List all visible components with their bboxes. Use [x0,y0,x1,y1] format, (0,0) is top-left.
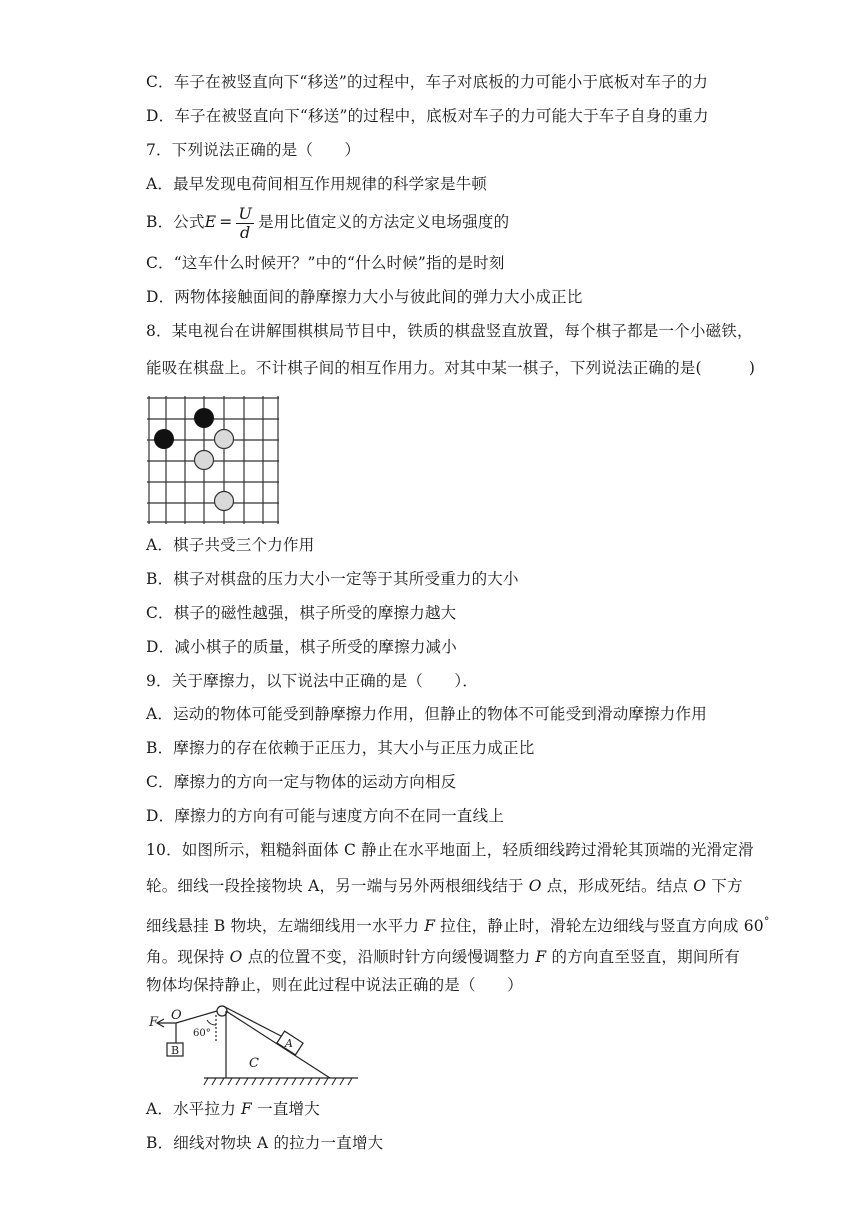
q10-l2-part1: 轮。细线一段拴接物块 A，另一端与另外两根细线结于 [146,877,529,895]
formula-numerator: U [238,203,253,223]
q10-l3-part2: 拉住，静止时，滑轮左边细线与竖直方向成 60 [435,917,764,936]
q8-option-a: A．棋子共受三个力作用 [146,536,315,554]
q8-option-c: C．棋子的磁性越强，棋子所受的摩擦力越大 [146,604,457,622]
q10-l2-part2: 点，形成死结。结点 [541,877,694,895]
formula-lhs: E [204,213,217,231]
q10-l2-part3: 下方 [706,877,743,895]
q10-stem-line5: 物体均保持静止，则在此过程中说法正确的是（ ） [146,976,523,994]
q7-option-c: C．“这车什么时候开？”中的“什么时候”指的是时刻 [146,254,505,272]
label-a: A [285,1037,293,1050]
q9-option-b: B．摩擦力的存在依赖于正压力，其大小与正压力成正比 [146,739,535,757]
q10-option-a-prefix: A．水平拉力 [146,1100,242,1118]
symbol-o: O [693,877,707,895]
q6-option-d: D．车子在被竖直向下“移送”的过程中，底板对车子的力可能大于车子自身的重力 [146,107,709,125]
label-b: B [171,1044,180,1057]
label-f: F [149,1015,159,1030]
symbol-o: O [229,948,243,966]
symbol-f: F [241,1100,252,1118]
q7-option-a: A．最早发现电荷间相互作用规律的科学家是牛顿 [146,175,488,193]
label-o: O [171,1008,182,1023]
formula-denominator: d [240,222,251,242]
q8-option-b: B．棋子对棋盘的压力大小一定等于其所受重力的大小 [146,570,519,588]
symbol-f: F [535,948,547,966]
q10-l4-part1: 角。现保持 [146,948,230,966]
q9-option-c: C．摩擦力的方向一定与物体的运动方向相反 [146,773,457,791]
q8-stem-line1: 8．某电视台在讲解围棋棋局节目中，铁质的棋盘竖直放置，每个棋子都是一个小磁铁， [146,322,753,340]
q7-option-d: D．两物体接触面间的静摩擦力大小与彼此间的弹力大小成正比 [146,288,583,306]
q10-l4-part3: 的方向直至竖直，期间所有 [546,948,740,966]
q10-option-b: B．细线对物块 A 的拉力一直增大 [146,1134,384,1152]
q8-option-d: D．减小棋子的质量，棋子所受的摩擦力减小 [146,638,457,656]
q9-option-d: D．摩擦力的方向有可能与速度方向不在同一直线上 [146,807,505,825]
q10-stem-line3 [146,912,770,936]
go-board-figure [147,396,281,524]
q9-stem: 9．关于摩擦力，以下说法中正确的是（ ）． [146,672,479,690]
black-stone [154,429,174,449]
q10-stem-line4 [146,947,740,967]
q10-l3-part1: 细线悬挂 B 物块，左端细线用一水平力 [146,917,425,936]
q10-option-a [146,1099,320,1119]
white-stone [215,492,234,511]
formula-eq: = [219,213,233,231]
q7-option-b-prefix: B．公式 [146,213,205,231]
symbol-o: O [528,877,542,895]
white-stone [215,430,234,449]
formula-fraction [236,205,254,242]
angle-arc [207,1020,216,1025]
string-to-a [223,1006,281,1036]
white-stone [195,451,214,470]
q8-stem-line2: 能吸在棋盘上。不计棋子间的相互作用力。对其中某一棋子，下列说法正确的是( ) [146,359,756,377]
q7-option-b [146,202,509,242]
q7-option-b-suffix: 是用比值定义的方法定义电场强度的 [258,213,510,231]
string-to-o [176,1011,217,1023]
q6-option-c: C．车子在被竖直向下“移送”的过程中，车子对底板的力可能小于底板对车子的力 [146,73,709,91]
label-c: C [249,1056,259,1071]
q7-stem: 7．下列说法正确的是（ ） [146,141,361,159]
label-angle: 60° [193,1028,211,1039]
incline-slope [226,1011,330,1078]
black-stone [194,408,214,428]
q10-stem-line1: 10．如图所示，粗糙斜面体 C 静止在水平地面上，轻质细线跨过滑轮其顶端的光滑定滑 [146,841,754,859]
q10-l4-part2: 点的位置不变，沿顺时针方向缓慢调整力 [242,948,536,966]
degree-symbol: ° [763,915,770,928]
q10-option-a-suffix: 一直增大 [252,1100,320,1118]
q9-option-a: A．运动的物体可能受到静摩擦力作用，但静止的物体不可能受到滑动摩擦力作用 [146,705,707,723]
symbol-f: F [424,917,436,936]
q10-stem-line2 [146,876,743,896]
ground-hatching [204,1078,352,1085]
incline-pulley-figure [144,1003,360,1089]
